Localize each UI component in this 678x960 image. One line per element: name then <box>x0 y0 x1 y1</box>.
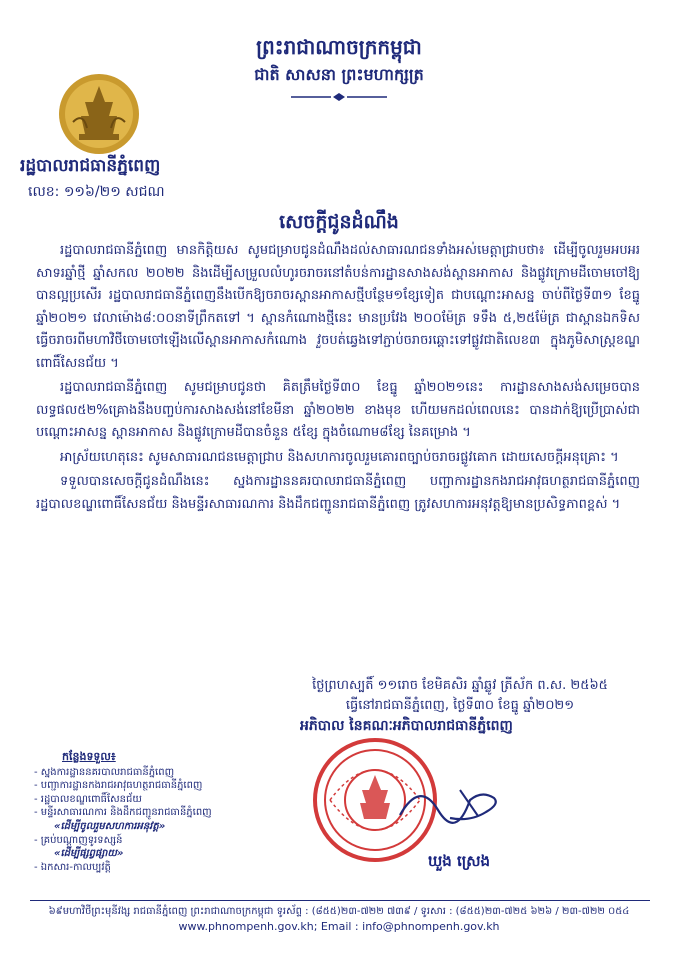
signer-name: ឃួង ស្រេង <box>428 852 491 870</box>
recipients-title: កន្លែងទទួល៖ <box>62 750 116 763</box>
phnom-penh-emblem-icon <box>57 72 141 156</box>
recipient-note: «ដើម្បីផ្សព្វផ្សាយ» <box>54 848 124 860</box>
footer-address: ៦៩មហាវិថីព្រះមុនីវង្ស រាជធានីភ្នំពេញ ព្រះរាជាណាចក្រកម្ពុជា ទូរស័ព្ទ : (៨៥៥)២៣-៧២២ ៧៣៩ / ទូរសារ : (៨៥៥)២៣-៧២៥ ៦២៦ / ២៣-៧២២ ០៥៤ <box>48 906 630 917</box>
recipient-item: - រដ្ឋបាលខណ្ឌពោធិ៍សែនជ័យ <box>34 793 142 805</box>
date-block <box>280 676 640 716</box>
paragraph-1: រដ្ឋបាលរាជធានីភ្នំពេញ មានកិត្តិយស សូមជម្រាបជូនដំណឹងដល់សាធារណជនទាំងអស់មេត្តាជ្រាបថា៖ ដើម្បីចូលរួមអបអរសាទរឆ្នាំថ្មី ឆ្នាំសកល ២០២២ និងដើម្បីសម្រួលលំហូរចរាចរនៅតំបន់ការដ្ឋានសាងសង់ស្ពានអាកាស និងផ្លូវក្រោមដីចោមចៅឱ្យបានល្អប្រសើរ រដ្ឋបាលរាជធានីភ្នំពេញនឹងបើកឱ្យចរាចរស្ពានអាកាសថ្មីបន្ថែម១ខ្សែទៀត ជាបណ្តោះអាសន្ន ចាប់ពីថ្ងៃទី៣១ ខែធ្នូ ឆ្នាំ២០២១ វេលាម៉ោង៨:០០នាទីព្រឹកតទៅ ។ ស្ពានកំណោងថ្មីនេះ មានប្រវែង ២០០ម៉ែត្រ ទទឹង ៥,២៥ម៉ែត្រ ជាស្ពានឯកទិស ធ្វើចរាចរពីមហាវិថីចោមចៅឡើងលើស្ពានអាកាសកំណោង វួចបត់ឆ្វេងទៅភ្ជាប់ចរាចរឆ្ពោះទៅផ្លូវជាតិលេខ៣ ក្នុងភូមិសាស្ត្រខណ្ឌពោធិ៍សែនជ័យ ។ <box>36 243 640 371</box>
paragraph-2: រដ្ឋបាលរាជធានីភ្នំពេញ សូមជម្រាបជូនថា គិតត្រឹមថ្ងៃទី៣០ ខែធ្នូ ឆ្នាំ២០២១នេះ ការដ្ឋានសាងសង់សម្រេចបានលទ្ធផល៥២%គ្រោងនឹងបញ្ចប់ការសាងសង់នៅខែមីនា ឆ្នាំ២០២២ ខាងមុខ ហើយមកដល់ពេលនេះ បានដាក់ឱ្យប្រើប្រាស់ជាបណ្តោះអាសន្ន ស្ពានអាកាស និងផ្លូវក្រោមដីបានចំនួន ៥ខ្សែ ក្នុងចំណោម៨ខ្សែ នៃគម្រោង ។ <box>36 380 640 440</box>
recipient-item: - គ្រប់បណ្តាញទូរទស្សន៍ <box>34 834 123 846</box>
recipients-list <box>30 750 280 874</box>
national-motto: ជាតិ សាសនា ព្រះមហាក្សត្រ <box>254 65 424 84</box>
kingdom-heading: ព្រះរាជាណាចក្រកម្ពុជា <box>256 35 422 59</box>
recipient-item: - បញ្ជាការដ្ឋានកងរាជអាវុធហត្ថរាជធានីភ្នំពេញ <box>34 780 203 792</box>
recipient-item: - ស្នងការដ្ឋាននគរបាលរាជធានីភ្នំពេញ <box>34 766 175 778</box>
paragraph-4: ទទួលបានសេចក្តីជូនដំណឹងនេះ ស្នងការដ្ឋាននគរបាលរាជធានីភ្នំពេញ បញ្ជាការដ្ឋានកងរាជអាវុធហត្ថរាជធានីភ្នំពេញ រដ្ឋបាលខណ្ឌពោធិ៍សែនជ័យ និងមន្ទីរសាធារណការ និងដឹកជញ្ជូនរាជធានីភ្នំពេញ ត្រូវសហការអនុវត្តឱ្យមានប្រសិទ្ធភាពខ្ពស់ ។ <box>36 474 640 512</box>
recipient-item: - មន្ទីរសាធារណការ និងដឹកជញ្ជូនរាជធានីភ្នំពេញ <box>34 807 212 819</box>
solar-date: ធ្វើនៅរាជធានីភ្នំពេញ, ថ្ងៃទី៣០ ខែធ្នូ ឆ្នាំ២០២១ <box>345 698 575 713</box>
lunar-date: ថ្ងៃព្រហស្បតិ៍ ១១រោច ខែមិគសិរ ឆ្នាំឆ្លូវ ត្រីស័ក ព.ស. ២៥៦៥ <box>312 678 608 693</box>
reference-number: លេខ: ១១៦/២១ សជណ <box>28 184 165 200</box>
paragraph-3: អាស្រ័យហេតុនេះ សូមសាធារណជនមេត្តាជ្រាប និងសហការចូលរួមគោរពច្បាប់ចរាចរផ្លូវគោក ដោយសេចក្តីអនុគ្រោះ ។ <box>60 449 619 465</box>
footer-website-email: www.phnompenh.gov.kh; Email : info@phnompenh.gov.kh <box>178 920 500 933</box>
signer-title: អភិបាល នៃគណៈអភិបាលរាជធានីភ្នំពេញ <box>300 718 513 734</box>
recipient-note: «ដើម្បីចូលរួមសហការអនុវត្ត» <box>54 820 166 832</box>
footer-divider <box>30 900 650 901</box>
document-body <box>36 240 640 518</box>
signature-icon <box>390 770 510 830</box>
ornament-divider-icon <box>289 92 389 102</box>
document-title: សេចក្តីជូនដំណឹង <box>279 211 399 233</box>
issuer-name: រដ្ឋបាលរាជធានីភ្នំពេញ <box>20 156 161 176</box>
recipient-item: - ឯកសារ-កាលប្បវត្តិ <box>34 861 111 873</box>
